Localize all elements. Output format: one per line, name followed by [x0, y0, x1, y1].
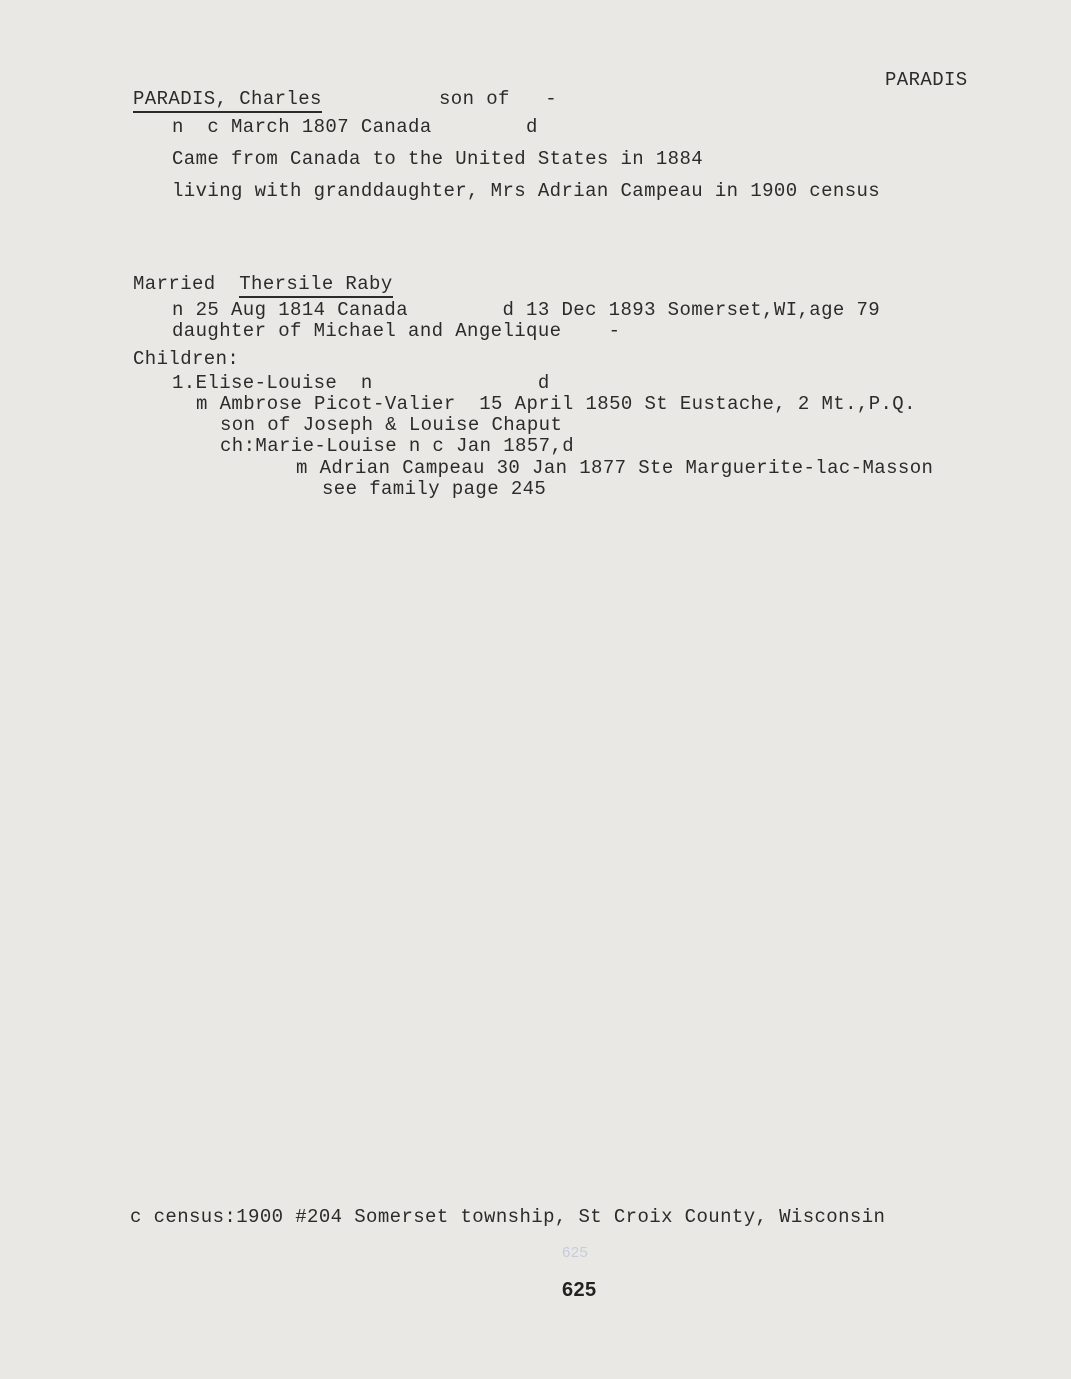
subject-note-census: living with granddaughter, Mrs Adrian Campeau in 1900 census: [172, 180, 881, 202]
page-number: 625: [562, 1279, 597, 1301]
grandchild-entry: ch:Marie-Louise n c Jan 1857,d: [220, 435, 575, 457]
marriage-line: [133, 273, 393, 295]
census-footnote: c census:1900 #204 Somerset township, St Croix County, Wisconsin: [130, 1206, 886, 1228]
surname-header: PARADIS: [885, 69, 968, 91]
grandchild-reference: see family page 245: [322, 478, 547, 500]
subject-name: [133, 88, 322, 110]
child-entry: 1.Elise-Louise n d: [172, 372, 550, 394]
child-spouse-parents: son of Joseph & Louise Chaput: [220, 414, 563, 436]
child-marriage: m Ambrose Picot-Valier 15 April 1850 St Eustache, 2 Mt.,P.Q.: [196, 393, 916, 415]
spouse-parents: daughter of Michael and Angelique -: [172, 320, 621, 342]
subject-note-immigration: Came from Canada to the United States in 1884: [172, 148, 704, 170]
spouse-name: Thersile Raby: [239, 273, 392, 298]
faint-page-stamp: 625: [562, 1244, 589, 1261]
subject-birth: n c March 1807 Canada d: [172, 116, 538, 138]
children-label: Children:: [133, 348, 240, 370]
grandchild-marriage: m Adrian Campeau 30 Jan 1877 Ste Marguerite-lac-Masson: [296, 457, 934, 479]
subject-name-text: PARADIS, Charles: [133, 88, 322, 113]
subject-parents: son of -: [439, 88, 558, 110]
spouse-birth-death: n 25 Aug 1814 Canada d 13 Dec 1893 Somerset,WI,age 79: [172, 299, 881, 321]
married-label: Married: [133, 273, 240, 295]
